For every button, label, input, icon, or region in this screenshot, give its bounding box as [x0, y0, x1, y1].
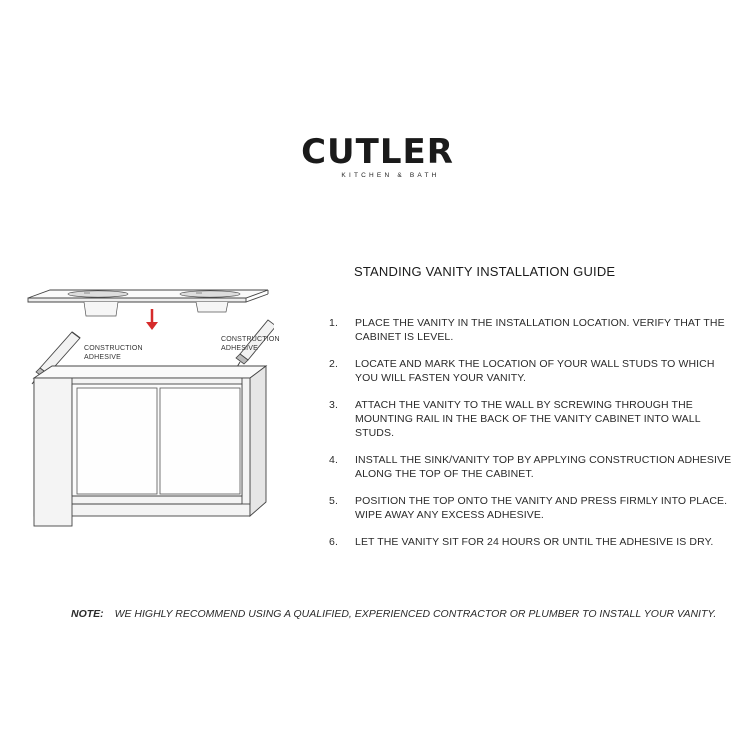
step-item — [329, 453, 739, 481]
step-number: 6. — [329, 536, 338, 548]
step-item — [329, 535, 739, 549]
brand-logo — [300, 133, 455, 179]
callout-construction-adhesive-left: CONSTRUCTION ADHESIVE — [84, 345, 143, 361]
step-text: INSTALL THE SINK/VANITY TOP BY APPLYING CONSTRUCTION ADHESIVE ALONG THE TOP OF THE CABINET. — [355, 454, 732, 480]
step-item — [329, 316, 739, 344]
vanity-top-illustration — [28, 290, 268, 316]
vanity-cabinet-illustration — [34, 366, 266, 526]
step-text: ATTACH THE VANITY TO THE WALL BY SCREWING THROUGH THE MOUNTING RAIL IN THE BACK OF THE VANITY CABINET INTO WALL STUDS. — [355, 399, 701, 439]
step-number: 4. — [329, 454, 338, 466]
step-number: 2. — [329, 358, 338, 370]
callout-construction-adhesive-right: CONSTRUCTION ADHESIVE — [221, 336, 280, 352]
step-text: LET THE VANITY SIT FOR 24 HOURS OR UNTIL THE ADHESIVE IS DRY. — [355, 536, 714, 548]
installation-note — [71, 608, 716, 620]
step-number: 5. — [329, 495, 338, 507]
step-text: POSITION THE TOP ONTO THE VANITY AND PRESS FIRMLY INTO PLACE. WIPE AWAY ANY EXCESS ADHESIVE. — [355, 495, 728, 521]
vanity-installation-diagram — [24, 280, 274, 540]
step-number: 1. — [329, 317, 338, 329]
brand-wordmark: CUTLER — [301, 132, 454, 172]
guide-title: STANDING VANITY INSTALLATION GUIDE — [354, 264, 616, 279]
step-item — [329, 357, 739, 385]
note-label: NOTE: — [71, 608, 104, 620]
step-number: 3. — [329, 399, 338, 411]
note-text: WE HIGHLY RECOMMEND USING A QUALIFIED, EXPERIENCED CONTRACTOR OR PLUMBER TO INSTALL YOUR VANITY. — [114, 608, 717, 620]
brand-tagline: KITCHEN & BATH — [341, 172, 440, 179]
step-item — [329, 398, 739, 440]
step-text: PLACE THE VANITY IN THE INSTALLATION LOCATION. VERIFY THAT THE CABINET IS LEVEL. — [355, 317, 725, 343]
placement-arrow-icon — [146, 309, 158, 330]
step-item — [329, 494, 739, 522]
step-text: LOCATE AND MARK THE LOCATION OF YOUR WALL STUDS TO WHICH YOU WILL FASTEN YOUR VANITY. — [355, 358, 715, 384]
installation-steps-list — [329, 316, 739, 562]
